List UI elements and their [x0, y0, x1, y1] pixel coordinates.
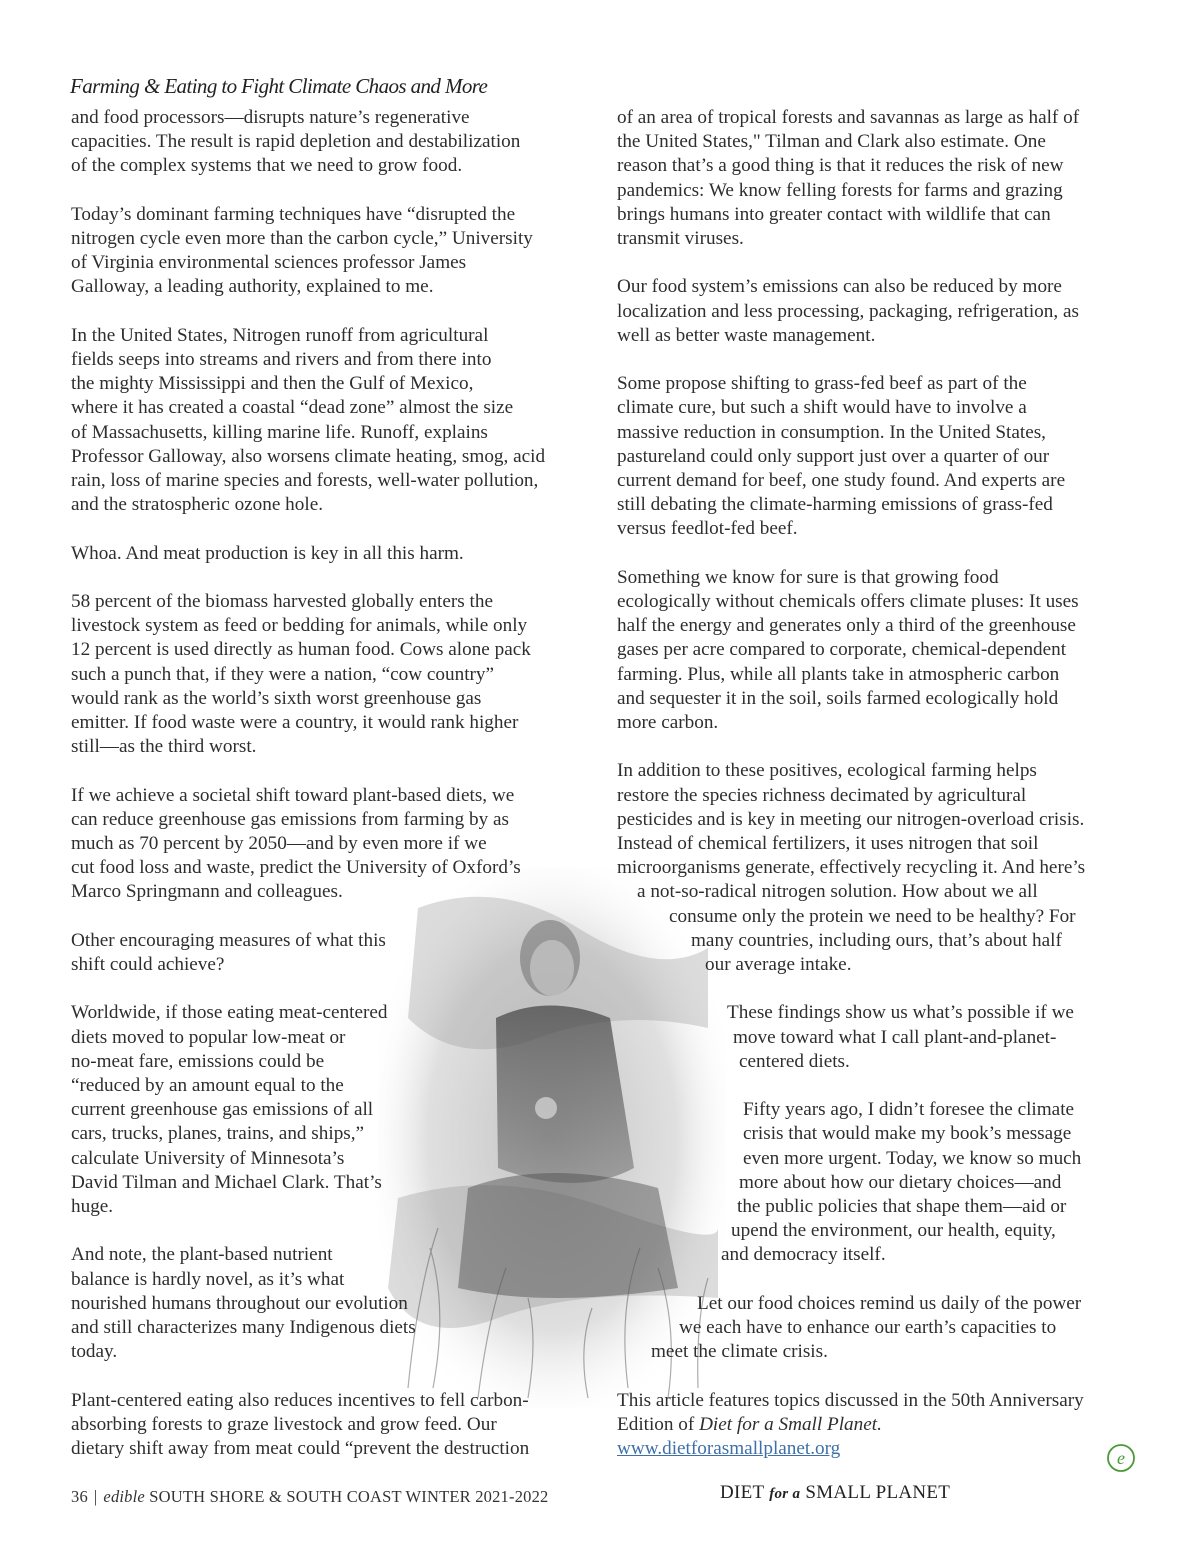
text-line: versus feedlot-fed beef. — [617, 518, 798, 540]
text-line: Galloway, a leading authority, explained to me. — [71, 276, 434, 298]
paragraph — [71, 1243, 601, 1364]
text-line: of Massachusetts, killing marine life. Runoff, explains — [71, 421, 488, 443]
footer-separator: | — [93, 1487, 98, 1506]
publication-name: SOUTH SHORE & SOUTH COAST — [149, 1487, 402, 1506]
running-head: Farming & Eating to Fight Climate Chaos and More — [70, 74, 488, 98]
text-line: current demand for beef, one study found. And experts are — [617, 470, 1066, 492]
text-line: ecologically without chemicals offers climate pluses: It uses — [617, 591, 1079, 613]
text-line: Other encouraging measures of what this — [71, 929, 386, 951]
edible-emblem-icon — [1106, 1443, 1136, 1473]
book-logo — [720, 1482, 950, 1504]
text-line: consume only the protein we need to be healthy? For — [669, 905, 1076, 927]
text-line: 58 percent of the biomass harvested globally enters the — [71, 591, 493, 612]
paragraph — [71, 1001, 601, 1219]
text-line: well as better waste management. — [617, 324, 876, 346]
text-line: reason that’s a good thing is that it reduces the risk of new — [617, 155, 1064, 177]
paragraph — [617, 106, 1147, 251]
text-line: If we achieve a societal shift toward plant-based diets, we — [71, 784, 515, 806]
text-line: can reduce greenhouse gas emissions from farming by as — [71, 808, 509, 830]
text-line: and sequester it in the soil, soils farmed ecologically hold — [617, 687, 1059, 709]
text-line: diets moved to popular low-meat or — [71, 1026, 346, 1048]
paragraph — [71, 203, 601, 300]
text-line: fields seeps into streams and rivers and from there into — [71, 349, 492, 370]
text-line: much as 70 percent by 2050—and by even more if we — [71, 833, 487, 855]
text-line: localization and less processing, packaging, refrigeration, as — [617, 300, 1079, 322]
text-line: the public policies that shape them—aid or — [737, 1196, 1067, 1218]
text-line: such a punch that, if they were a nation, “cow country” — [71, 663, 495, 685]
text-line: Instead of chemical fertilizers, it uses nitrogen that soil — [617, 833, 1039, 855]
right-column — [617, 106, 1147, 1461]
book-logo-small-planet: SMALL PLANET — [805, 1482, 951, 1503]
text-line: Whoa. And meat production is key in all this harm. — [71, 542, 464, 564]
text-line: crisis that would make my book’s message — [743, 1123, 1072, 1145]
paragraph — [617, 275, 1147, 348]
text-line: huge. — [71, 1196, 114, 1218]
text-line: emitter. If food waste were a country, it would rank higher — [71, 712, 519, 734]
text-line: David Tilman and Michael Clark. That’s — [71, 1171, 382, 1193]
text-line: Marco Springmann and colleagues. — [71, 881, 343, 903]
text-line: of Virginia environmental sciences professor James — [71, 252, 467, 274]
page-number: 36 — [71, 1487, 88, 1506]
text-line: still debating the climate-harming emissions of grass-fed — [617, 494, 1053, 516]
text-line: These findings show us what’s possible if we — [727, 1002, 1074, 1024]
text-line: “reduced by an amount equal to the — [71, 1075, 344, 1097]
text-line: transmit viruses. — [617, 228, 744, 250]
text-line: farming. Plus, while all plants take in atmospheric carbon — [617, 663, 1060, 685]
text-line: Some propose shifting to grass-fed beef as part of the — [617, 373, 1027, 395]
text-line: restore the species richness decimated by agricultural — [617, 784, 1027, 806]
text-line: massive reduction in consumption. In the United States, — [617, 421, 1046, 443]
text-line: nitrogen cycle even more than the carbon cycle,” University — [71, 228, 533, 249]
text-line: Professor Galloway, also worsens climate heating, smog, acid — [71, 445, 546, 467]
text-line: of the complex systems that we need to grow food. — [71, 155, 463, 177]
text-line: dietary shift away from meat could “prevent the destruction — [71, 1438, 530, 1460]
text-line: pastureland could only support just over a quarter of our — [617, 445, 1050, 467]
text-line: gases per acre compared to corporate, chemical-dependent — [617, 639, 1067, 661]
text-line: Edition of Diet for a Small Planet. — [617, 1413, 882, 1435]
text-line: absorbing forests to graze livestock and grow feed. Our — [71, 1413, 497, 1435]
text-line: calculate University of Minnesota’s — [71, 1147, 345, 1169]
text-line: Let our food choices remind us daily of the power — [697, 1292, 1082, 1314]
text-line: Something we know for sure is that growing food — [617, 566, 999, 588]
text-line: pesticides and is key in meeting our nitrogen-overload crisis. — [617, 808, 1085, 830]
text-line: capacities. The result is rapid depletion and destabilization — [71, 131, 521, 153]
website-link[interactable]: www.dietforasmallplanet.org — [617, 1438, 841, 1460]
text-line: livestock system as feed or bedding for animals, while only — [71, 615, 528, 637]
text-line: centered diets. — [739, 1050, 850, 1072]
text-line: upend the environment, our health, equity, — [731, 1220, 1056, 1242]
paragraph — [71, 784, 601, 905]
text-line: would rank as the world’s sixth worst greenhouse gas — [71, 687, 482, 709]
text-line: rain, loss of marine species and forests, well-water pollution, — [71, 470, 539, 492]
text-line: climate cure, but such a shift would have to involve a — [617, 397, 1027, 419]
text-line: current greenhouse gas emissions of all — [71, 1099, 374, 1121]
text-line: microorganisms generate, effectively recycling it. And here’s — [617, 857, 1086, 879]
text-line: nourished humans throughout our evolution — [71, 1292, 408, 1314]
text-line: This article features topics discussed in the 50th Anniversary — [617, 1389, 1084, 1411]
text-line: the United States," Tilman and Clark also estimate. One — [617, 131, 1046, 153]
text-line: half the energy and generates only a third of the greenhouse — [617, 615, 1076, 637]
text-line: cut food loss and waste, predict the University of Oxford’s — [71, 857, 521, 879]
footer-folio — [71, 1487, 549, 1507]
text-line: brings humans into greater contact with wildlife that can — [617, 203, 1051, 225]
text-line: of an area of tropical forests and savannas as large as half of — [617, 107, 1080, 128]
paragraph — [617, 1389, 1147, 1462]
paragraph — [617, 1098, 1147, 1267]
book-logo-for-a: for a — [769, 1486, 801, 1502]
text-line: a not-so-radical nitrogen solution. How about we all — [637, 881, 1038, 903]
text-line: still—as the third worst. — [71, 736, 257, 758]
text-line: pandemics: We know felling forests for farms and grazing — [617, 179, 1063, 201]
text-line: Our food system’s emissions can also be reduced by more — [617, 276, 1062, 298]
text-line: Today’s dominant farming techniques have “disrupted the — [71, 203, 516, 225]
text-line: more about how our dietary choices—and — [739, 1171, 1062, 1193]
book-title: Diet for a Small Planet. — [694, 1413, 882, 1435]
edible-wordmark: edible — [103, 1487, 145, 1506]
text-line: our average intake. — [705, 954, 852, 976]
text-line: and the stratospheric ozone hole. — [71, 494, 324, 516]
text-line: and still characterizes many Indigenous diets — [71, 1317, 416, 1339]
book-logo-diet: DIET — [720, 1482, 765, 1503]
text-line: we each have to enhance our earth’s capacities to — [679, 1317, 1057, 1339]
text-line: today. — [71, 1341, 118, 1363]
text-line: shift could achieve? — [71, 954, 225, 976]
text-line: and food processors—disrupts nature’s regenerative — [71, 107, 470, 128]
text-line: where it has created a coastal “dead zone” almost the size — [71, 397, 514, 419]
paragraph — [71, 106, 601, 179]
text-line: And note, the plant-based nutrient — [71, 1244, 333, 1266]
issue-date: WINTER 2021-2022 — [405, 1487, 549, 1506]
text-line: many countries, including ours, that’s about half — [691, 929, 1062, 951]
paragraph — [617, 1001, 1147, 1074]
paragraph — [71, 542, 601, 566]
svg-text:e: e — [1117, 1448, 1125, 1468]
paragraph — [71, 590, 601, 759]
left-column — [71, 106, 601, 1461]
text-line: more carbon. — [617, 712, 719, 734]
text-line: 12 percent is used directly as human food. Cows alone pack — [71, 639, 531, 661]
text-line: the mighty Mississippi and then the Gulf of Mexico, — [71, 373, 474, 395]
paragraph — [71, 929, 601, 977]
text-line: Fifty years ago, I didn’t foresee the climate — [743, 1099, 1075, 1121]
paragraph — [617, 372, 1147, 541]
text-line: meet the climate crisis. — [651, 1341, 828, 1363]
text-line: and democracy itself. — [721, 1244, 886, 1266]
text-line: cars, trucks, planes, trains, and ships,” — [71, 1123, 365, 1145]
text-line: In addition to these positives, ecological farming helps — [617, 760, 1037, 782]
text-line: even more urgent. Today, we know so much — [743, 1147, 1082, 1169]
text-line: balance is hardly novel, as it’s what — [71, 1268, 345, 1290]
paragraph — [617, 1292, 1147, 1365]
paragraph — [71, 324, 601, 518]
text-line: no-meat fare, emissions could be — [71, 1050, 325, 1072]
text-line: move toward what I call plant-and-planet- — [733, 1026, 1057, 1048]
text-line: In the United States, Nitrogen runoff from agricultural — [71, 324, 489, 346]
text-line: Worldwide, if those eating meat-centered — [71, 1002, 388, 1024]
paragraph — [71, 1389, 601, 1462]
paragraph — [617, 759, 1147, 977]
text-line: Plant-centered eating also reduces incentives to fell carbon- — [71, 1389, 529, 1411]
paragraph — [617, 566, 1147, 735]
